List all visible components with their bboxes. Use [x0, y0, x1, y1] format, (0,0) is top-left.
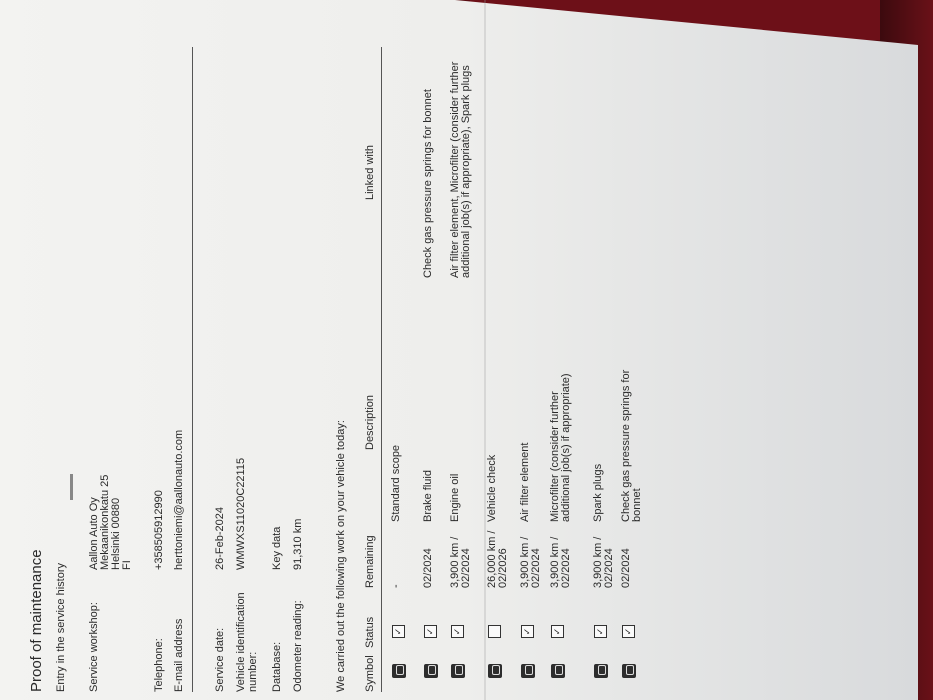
service-date-label: Service date: [214, 627, 226, 692]
description-value: additional job(s) if appropriate) [560, 373, 572, 522]
status-checkbox: ✓ [594, 625, 607, 638]
status-checkbox: ✓ [451, 625, 464, 638]
description-value: Spark plugs [592, 463, 604, 522]
telephone-value: +358505912990 [153, 490, 165, 570]
remaining-value: 02/2024 [620, 548, 632, 588]
engine-oil-icon [451, 664, 465, 678]
remaining-value: 3,900 km / [592, 536, 604, 588]
description-value: Microfilter (consider further [549, 391, 561, 522]
remaining-value: 3,900 km / [549, 536, 561, 588]
email-label: E-mail address [173, 618, 185, 692]
remaining-value: 02/2026 [497, 548, 509, 588]
page-title: Proof of maintenance [28, 549, 45, 692]
column-header-symbol: Symbol [364, 655, 376, 692]
air-filter-icon [521, 664, 535, 678]
gas-spring-icon [622, 664, 636, 678]
intro-text: We carried out the following work on your vehicle today: [335, 420, 347, 692]
vin-value: WMWXS11020C22115 [235, 457, 247, 570]
remaining-value: 02/2024 [422, 548, 434, 588]
status-checkbox: ✓ [521, 625, 534, 638]
description-value: Standard scope [390, 444, 402, 522]
column-header-status: Status [364, 616, 376, 648]
column-header-remaining: Remaining [364, 535, 376, 588]
microfilter-icon [551, 664, 565, 678]
description-value: Engine oil [449, 473, 461, 522]
remaining-value: - [390, 584, 402, 588]
odometer-value: 91,310 km [292, 518, 304, 570]
linked-value: Check gas pressure springs for bonnet [422, 89, 434, 278]
linked-value: Air filter element, Microfilter (consider further [449, 61, 461, 278]
status-checkbox: ✓ [392, 625, 405, 638]
status-checkbox: ✓ [424, 625, 437, 638]
divider [192, 47, 193, 692]
workshop-line: Mekaanikonkatu 25 [99, 474, 111, 570]
status-checkbox: ✓ [622, 625, 635, 638]
description-value: Vehicle check [486, 454, 498, 522]
column-header-description: Description [364, 394, 376, 450]
description-value: Check gas pressure springs for [620, 369, 632, 522]
brake-fluid-icon [424, 664, 438, 678]
scribble-mark [70, 474, 73, 500]
workshop-label: Service workshop: [88, 602, 100, 692]
odometer-label: Odometer reading: [292, 600, 304, 692]
remaining-value: 3,900 km / [449, 536, 461, 588]
service-date-value: 26-Feb-2024 [214, 507, 226, 570]
status-checkbox: ✓ [551, 625, 564, 638]
remaining-value: 3,900 km / [519, 536, 531, 588]
vehicle-check-icon [488, 664, 502, 678]
header-divider [381, 47, 382, 692]
workshop-line: Aallon Auto Oy [88, 497, 100, 570]
database-label: Database: [271, 641, 283, 692]
database-value: Key data [271, 526, 283, 570]
vin-label: Vehicle identification [235, 592, 247, 692]
description-value: Brake fluid [422, 470, 434, 522]
page-subtitle: Entry in the service history [55, 563, 67, 692]
spark-plugs-icon [594, 664, 608, 678]
vin-label: number: [247, 651, 259, 692]
description-value: Air filter element [519, 442, 531, 522]
workshop-line: FI [121, 560, 133, 570]
telephone-label: Telephone: [153, 638, 165, 692]
standard-scope-icon [392, 664, 406, 678]
remaining-value: 02/2024 [530, 548, 542, 588]
description-value: bonnet [631, 488, 643, 522]
column-header-linked: Linked with [364, 144, 376, 200]
remaining-value: 02/2024 [560, 548, 572, 588]
workshop-line: Helsinki 00880 [110, 497, 122, 570]
remaining-value: 26,000 km / [486, 530, 498, 588]
email-value: herttoniemi@aallonauto.com [173, 429, 185, 570]
remaining-value: 02/2024 [460, 548, 472, 588]
linked-value: additional job(s) if appropriate), Spark plugs [460, 65, 472, 278]
remaining-value: 02/2024 [603, 548, 615, 588]
status-checkbox [488, 625, 501, 638]
